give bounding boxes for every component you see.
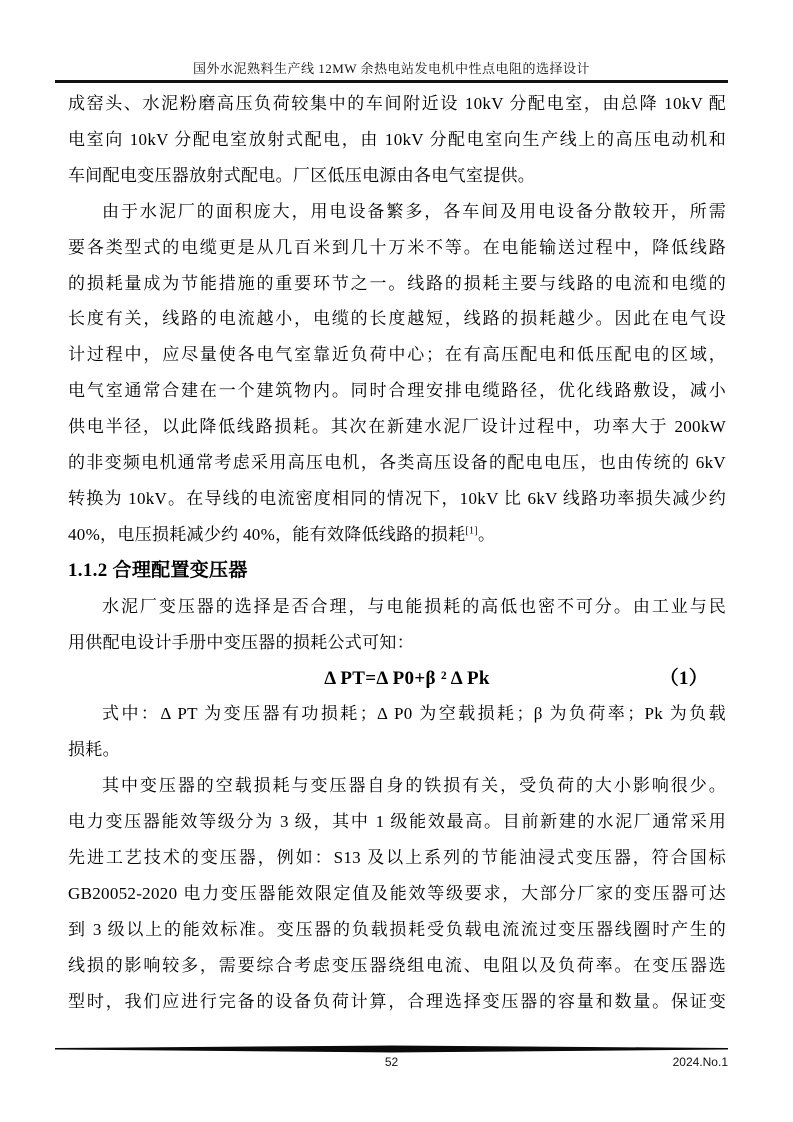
running-head-title: 国外水泥熟料生产线 12MW 余热电站发电机中性点电阻的选择设计 xyxy=(192,61,591,76)
text-line: 损耗。 xyxy=(68,740,120,760)
formula xyxy=(68,661,726,697)
text-line: 电力变压器能效等级分为 3 级，其中 1 级能效最高。目前新建的水泥厂通常采用 xyxy=(68,812,726,832)
text-line: 电气室通常合建在一个建筑物内。同时合理安排电缆路径，优化线路敷设，减小 xyxy=(68,381,726,401)
header-rule xyxy=(55,80,728,83)
formula-expression: Δ PT=Δ P0+β ² Δ Pk xyxy=(324,667,490,689)
text-line: 水泥厂变压器的选择是否合理，与电能损耗的高低也密不可分。由工业与民 xyxy=(102,596,726,616)
text-line: 电室向 10kV 分配电室放射式配电，由 10kV 分配电室向生产线上的高压电动机和 xyxy=(68,129,726,149)
formula-number: （1） xyxy=(659,667,708,689)
text-line: 供电半径，以此降低线路损耗。其次在新建水泥厂设计过程中，功率大于 200kW xyxy=(68,417,726,437)
text-line: 计过程中，应尽量使各电气室靠近负荷中心；在有高压配电和低压配电的区域， xyxy=(68,345,726,365)
text-line: 其中变压器的空载损耗与变压器自身的铁损有关，受负荷的大小影响很少。 xyxy=(102,776,726,796)
text-line: 的非变频电机通常考虑采用高压电机，各类高压设备的配电电压，也由传统的 6kV xyxy=(68,453,726,473)
text-line: 成窑头、水泥粉磨高压负荷较集中的车间附近设 10kV 分配电室，由总降 10kV 配 xyxy=(68,94,726,113)
text-line: 车间配电变压器放射式配电。厂区低压电源由各电气室提供。 xyxy=(68,165,536,185)
text-line: GB20052-2020 电力变压器能效限定值及能效等级要求，大部分厂家的变压器可达 xyxy=(68,883,726,903)
page-footer xyxy=(55,1055,728,1073)
section-heading: 1.1.2 合理配置变压器 xyxy=(68,559,248,581)
page-number: 52 xyxy=(384,1055,399,1069)
paragraph xyxy=(68,194,726,553)
text-line: 用供配电设计手册中变压器的损耗公式可知： xyxy=(68,632,414,652)
issue-label: 2024.No.1 xyxy=(672,1055,728,1069)
text-line: 先进工艺技术的变压器，例如：S13 及以上系列的节能油浸式变压器，符合国标 xyxy=(68,848,726,868)
text-line: 线损的影响较多，需要综合考虑变压器绕组电流、电阻以及负荷率。在变压器选 xyxy=(68,955,726,975)
citation-reference: [1] xyxy=(465,525,478,537)
text-line: 要各类型式的电缆更是从几百米到几十万米不等。在电能输送过程中，降低线路 xyxy=(68,237,726,257)
paragraph xyxy=(68,589,726,661)
text-line: 型时，我们应进行完备的设备负荷计算，合理选择变压器的容量和数量。保证变 xyxy=(68,991,726,1011)
paragraph xyxy=(68,768,726,1019)
text-line: 到 3 级以上的能效标准。变压器的负载损耗受负载电流流过变压器线圈时产生的 xyxy=(68,919,726,939)
text-line: 式中：Δ PT 为变压器有功损耗；Δ P0 为空载损耗；β 为负荷率；Pk 为负载 xyxy=(102,704,726,724)
text-line: 由于水泥厂的面积庞大，用电设备繁多，各车间及用电设备分散较开，所需 xyxy=(102,201,726,221)
footer-rule xyxy=(55,1045,728,1053)
paragraph xyxy=(68,86,726,194)
text-line: 的损耗量成为节能措施的重要环节之一。线路的损耗主要与线路的电流和电缆的 xyxy=(68,273,726,293)
text-line: 40%，电压损耗减少约 40%，能有效降低线路的损耗[1]。 xyxy=(68,524,496,544)
paragraph xyxy=(68,696,726,768)
document-body xyxy=(68,86,726,1020)
text-line: 转换为 10kV。在导线的电流密度相同的情况下，10kV 比 6kV 线路功率损失减少约 xyxy=(68,488,726,508)
text-line: 长度有关，线路的电流越小，电缆的长度越短，线路的损耗越少。因此在电气设 xyxy=(68,309,726,329)
